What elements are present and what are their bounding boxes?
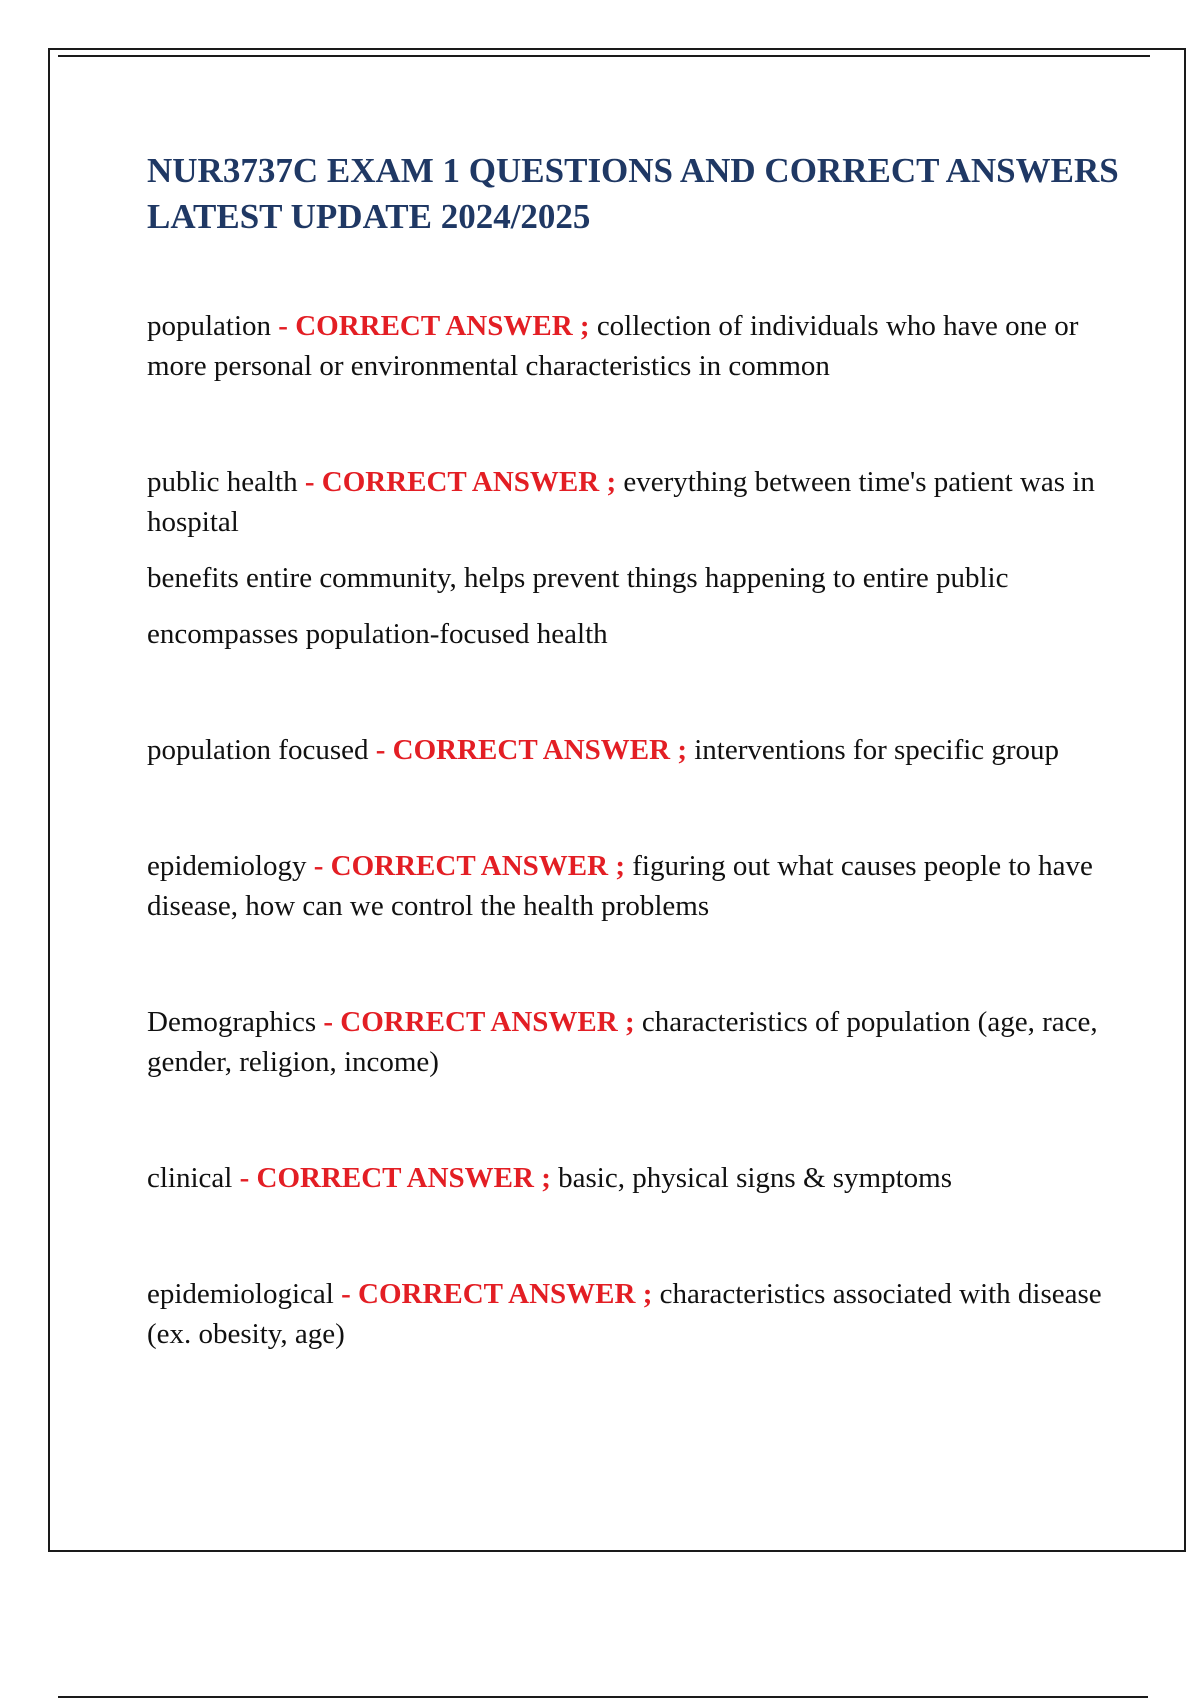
entry-term: epidemiology bbox=[147, 850, 307, 882]
correct-answer-marker: - CORRECT ANSWER ; bbox=[341, 1278, 653, 1310]
entry-term: clinical bbox=[147, 1162, 233, 1194]
correct-answer-marker: - CORRECT ANSWER ; bbox=[239, 1162, 551, 1194]
document-content bbox=[147, 148, 1137, 1430]
entry-definition: collection of individuals who have one or more personal or environmental characteristics in common bbox=[147, 310, 1079, 382]
entry-line bbox=[147, 846, 1137, 926]
entry-public-health bbox=[147, 462, 1137, 654]
entry-epidemiology bbox=[147, 846, 1137, 926]
entry-list bbox=[147, 306, 1137, 1354]
document-title: NUR3737C EXAM 1 QUESTIONS AND CORRECT ANSWERS LATEST UPDATE 2024/2025 bbox=[147, 151, 1119, 236]
entry-term: population bbox=[147, 310, 272, 342]
page-frame bbox=[48, 48, 1186, 1552]
entry-definition: everything between time's patient was in hospital bbox=[147, 466, 1095, 538]
entry-population-focused bbox=[147, 730, 1137, 770]
correct-answer-marker: - CORRECT ANSWER ; bbox=[323, 1006, 635, 1038]
top-rule bbox=[58, 55, 1150, 57]
entry-line bbox=[147, 730, 1137, 770]
entry-term: population focused bbox=[147, 734, 369, 766]
entry-line bbox=[147, 306, 1137, 386]
entry-epidemiological bbox=[147, 1274, 1137, 1354]
entry-definition: figuring out what causes people to have disease, how can we control the health problems bbox=[147, 850, 1093, 922]
entry-clinical bbox=[147, 1158, 1137, 1198]
entry-definition: basic, physical signs & symptoms bbox=[558, 1162, 953, 1194]
entry-term: Demographics bbox=[147, 1006, 317, 1038]
correct-answer-marker: - CORRECT ANSWER ; bbox=[304, 466, 617, 498]
entry-line bbox=[147, 1002, 1137, 1082]
entry-term: epidemiological bbox=[147, 1278, 334, 1310]
entry-line bbox=[147, 462, 1137, 542]
next-page-top-rule bbox=[58, 1696, 1148, 1698]
entry-term: public health bbox=[147, 466, 298, 498]
entry-extra-line: benefits entire community, helps prevent things happening to entire public bbox=[147, 562, 1009, 594]
entry-definition: interventions for specific group bbox=[694, 734, 1060, 766]
correct-answer-marker: - CORRECT ANSWER ; bbox=[375, 734, 687, 766]
entry-line bbox=[147, 1274, 1137, 1354]
entry-extra-line: encompasses population-focused health bbox=[147, 618, 608, 650]
entry-definition: characteristics of population (age, race, gender, religion, income) bbox=[147, 1006, 1098, 1078]
entry-demographics bbox=[147, 1002, 1137, 1082]
entry-line bbox=[147, 1158, 1137, 1198]
entry-population bbox=[147, 306, 1137, 386]
entry-definition: characteristics associated with disease (ex. obesity, age) bbox=[147, 1278, 1102, 1350]
correct-answer-marker: - CORRECT ANSWER ; bbox=[313, 850, 625, 882]
correct-answer-marker: - CORRECT ANSWER ; bbox=[278, 310, 590, 342]
